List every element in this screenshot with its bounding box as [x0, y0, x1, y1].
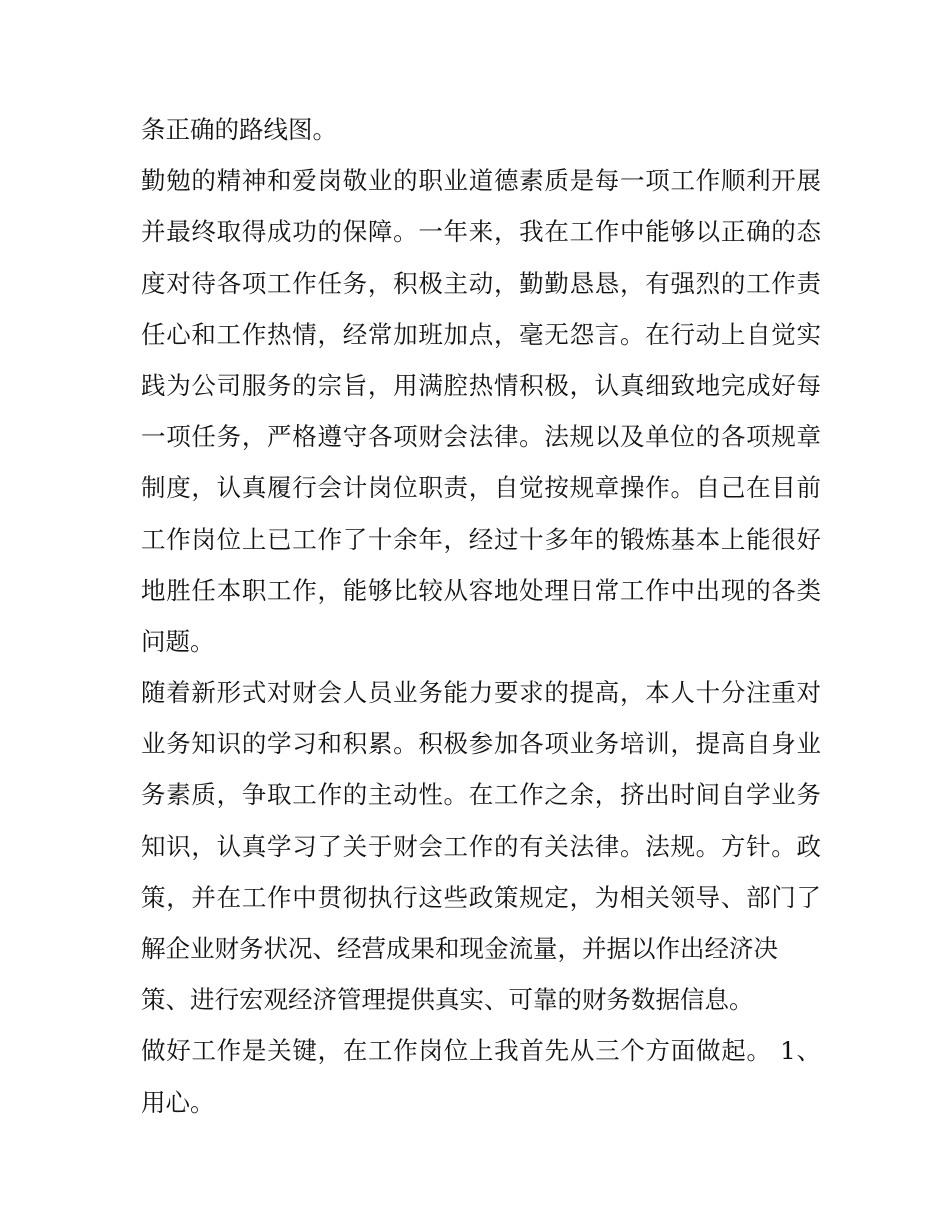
text-line: 问题。 [141, 626, 215, 656]
text-line: 度对待各项工作任务，积极主动，勤勤恳恳，有强烈的工作责 [141, 268, 821, 298]
document-body [141, 104, 821, 1128]
text-line: 解企业财务状况、经营成果和现金流量，并据以作出经济决 [141, 934, 778, 963]
text-line: 用心。 [141, 1087, 215, 1117]
paragraph-4 [141, 1025, 821, 1127]
text-line: 一项任务，严格遵守各项财会法律。法规以及单位的各项规章 [141, 422, 821, 452]
text-line: 任心和工作热情，经常加班加点，毫无怨言。在行动上自觉实 [141, 319, 821, 349]
text-line: 做好工作是关键，在工作岗位上我首先从三个方面做起。 1、 [141, 1036, 821, 1066]
text-line: 勤勉的精神和爱岗敬业的职业道德素质是每一项工作顺利开展 [141, 166, 821, 196]
paragraph-3 [141, 667, 821, 1025]
text-line: 并最终取得成功的保障。一年来，我在工作中能够以正确的态 [141, 217, 821, 247]
text-line: 知识，认真学习了关于财会工作的有关法律。法规。方针。政 [141, 831, 821, 861]
text-line: 地胜任本职工作，能够比较从容地处理日常工作中出现的各类 [141, 575, 821, 605]
text-line: 业务知识的学习和积累。积极参加各项业务培训，提高自身业 [141, 729, 821, 759]
text-line: 策，并在工作中贯彻执行这些政策规定，为相关领导、部门了 [141, 882, 821, 912]
text-line: 践为公司服务的宗旨，用满腔热情积极，认真细致地完成好每 [141, 370, 821, 400]
text-line: 策、进行宏观经济管理提供真实、可靠的财务数据信息。 [141, 985, 754, 1015]
text-line: 务素质，争取工作的主动性。在工作之余，挤出时间自学业务 [141, 780, 821, 810]
paragraph-2 [141, 155, 821, 667]
text-line: 制度，认真履行会计岗位职责，自觉按规章操作。自己在目前 [141, 473, 821, 503]
text-line: 工作岗位上已工作了十余年，经过十多年的锻炼基本上能很好 [141, 524, 821, 554]
text-line: 条正确的路线图。 [141, 115, 337, 144]
paragraph-1 [141, 104, 821, 155]
text-line: 随着新形式对财会人员业务能力要求的提高，本人十分注重对 [141, 678, 821, 708]
